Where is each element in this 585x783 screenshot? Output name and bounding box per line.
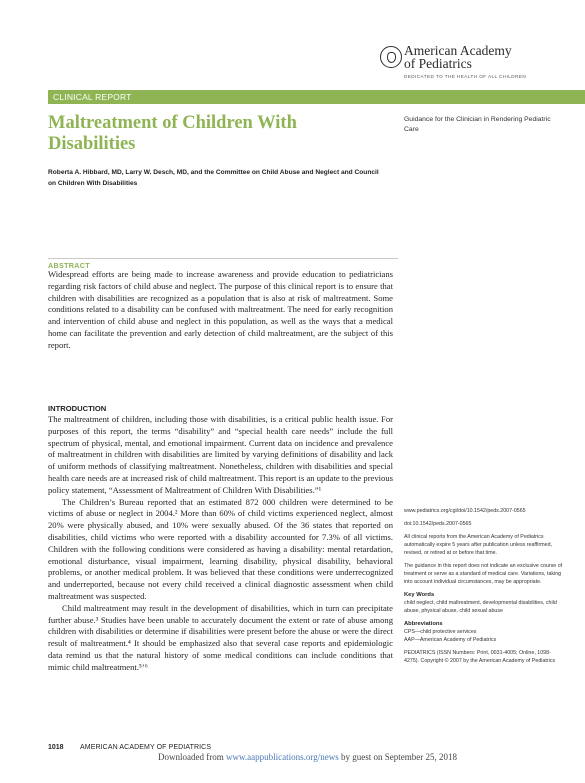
keywords-heading: Key Words xyxy=(404,592,435,598)
keywords-list: child neglect, child maltreatment, developmental disabilities, child abuse, physical abuse, child sexual abuse xyxy=(404,600,557,614)
category-bar xyxy=(48,90,585,104)
abstract-divider xyxy=(48,258,398,259)
intro-paragraph-1: The maltreatment of children, including those with disabilities, is a critical public health issue. For purposes of this report, the terms “disability” and “special health care needs” include the full spectrum of physical, mental, and emotional impairment. Current data on incidence and prevalence of maltreatment in children with disabilities are limited by varying definitions of disability and lack of uniform methods of classifying maltreatment. Nonetheless, children with disabilities and special health care needs are at increased risk of child maltreatment. This report is an update to the previous policy statement, “Assessment of Maltreatment of Children With Disabilities.”¹ xyxy=(48,414,393,495)
abbreviations-heading: Abbreviations xyxy=(404,621,443,627)
expiry-note: All clinical reports from the American Academy of Pediatrics automatically expire 5 years after publication unless reaffirmed, revised, or retired at or before that time. xyxy=(404,534,552,556)
aap-logo xyxy=(404,44,574,92)
abstract-heading: ABSTRACT xyxy=(48,261,90,270)
footer-journal: AMERICAN ACADEMY OF PEDIATRICS xyxy=(80,744,212,751)
intro-paragraph-3: Child maltreatment may result in the development of disabilities, which in turn can precipitate further abuse.³ Studies have been unable to accurately document the extent or rate of abuse among children with disabilities or determine if disabilities were present before the abuse or were the direct result of maltreatment.⁴ It should be emphasized also that several case reports and epidemiologic data remind us that the natural history of some medical conditions can include conditions that mimic child maltreatment.⁵ʼ⁶ xyxy=(48,602,393,672)
abstract-text: Widespread efforts are being made to increase awareness and provide education to pediatricians regarding risk factors of child abuse and neglect. The purpose of this clinical report is to ensure that children with disabilities are recognized as a population that is also at risk of maltreatment. Some conditions related to a disability can be confused with maltreatment. The need for early recognition and intervention of child abuse and neglect in this population, as well as the ways that a medical home can facilitate the prevention and early detection of child maltreatment, are the subject of this report. xyxy=(48,269,393,350)
author-list: Roberta A. Hibbard, MD, Larry W. Desch, MD, and the Committee on Child Abuse and Neglect and Council on Children With Disabilities xyxy=(48,169,379,187)
aap-seal-icon xyxy=(380,46,402,68)
article-sidebar xyxy=(404,507,564,670)
article-title: Maltreatment of Children With Disabilities xyxy=(48,113,297,154)
introduction-body xyxy=(48,414,393,674)
article-url-link[interactable]: www.pediatrics.org/cgi/doi/10.1542/peds.2007-0565 xyxy=(404,508,526,514)
category-label: CLINICAL REPORT xyxy=(53,91,132,102)
introduction-heading: INTRODUCTION xyxy=(48,404,107,413)
guidance-note: Guidance for the Clinician in Rendering Pediatric Care xyxy=(404,116,551,133)
intro-paragraph-2: The Children’s Bureau reported that an estimated 872 000 children were determined to be victims of abuse or neglect in 2004.² More than 60% of child victims experienced neglect, almost 20% were physically abused, and 10% were sexually abused. Of the 36 states that reported on disabilities, child victims who were reported with a disability accounted for 7.3% of all victims. Children with the following conditions were considered as having a disability: mental retardation, emotional disturbance, visual impairment, learning disability, physical disability, behavioral problems, or another medical problem. It was believed that these conditions were underrecognized and underreported, because not every child received a clinical diagnostic assessment when child maltreatment was suspected. xyxy=(48,496,393,601)
logo-org-line1: American Academy xyxy=(404,43,512,58)
logo-tagline: DEDICATED TO THE HEALTH OF ALL CHILDREN xyxy=(404,74,527,79)
download-notice xyxy=(158,752,457,762)
publication-info: PEDIATRICS (ISSN Numbers: Print, 0031-4005; Online, 1098-4275). Copyright © 2007 by the American Academy of Pediatrics xyxy=(404,650,556,664)
download-prefix: Downloaded from xyxy=(158,752,224,762)
download-link[interactable]: www.aappublications.org/news xyxy=(225,752,339,762)
guidance-disclaimer: The guidance in this report does not indicate an exclusive course of treatment or serve as a standard of medical care. Variations, taking into account individual circumstances, may be appropriate. xyxy=(404,563,563,585)
page-number: 1018 xyxy=(48,744,64,751)
download-suffix: by guest on September 25, 2018 xyxy=(340,752,457,762)
article-doi: doi:10.1542/peds.2007-0565 xyxy=(404,521,472,527)
abbreviation-cps: CPS—child protective services xyxy=(404,629,477,635)
abbreviation-aap: AAP—American Academy of Pediatrics xyxy=(404,637,497,643)
logo-org-line2: of Pediatrics xyxy=(404,56,472,71)
